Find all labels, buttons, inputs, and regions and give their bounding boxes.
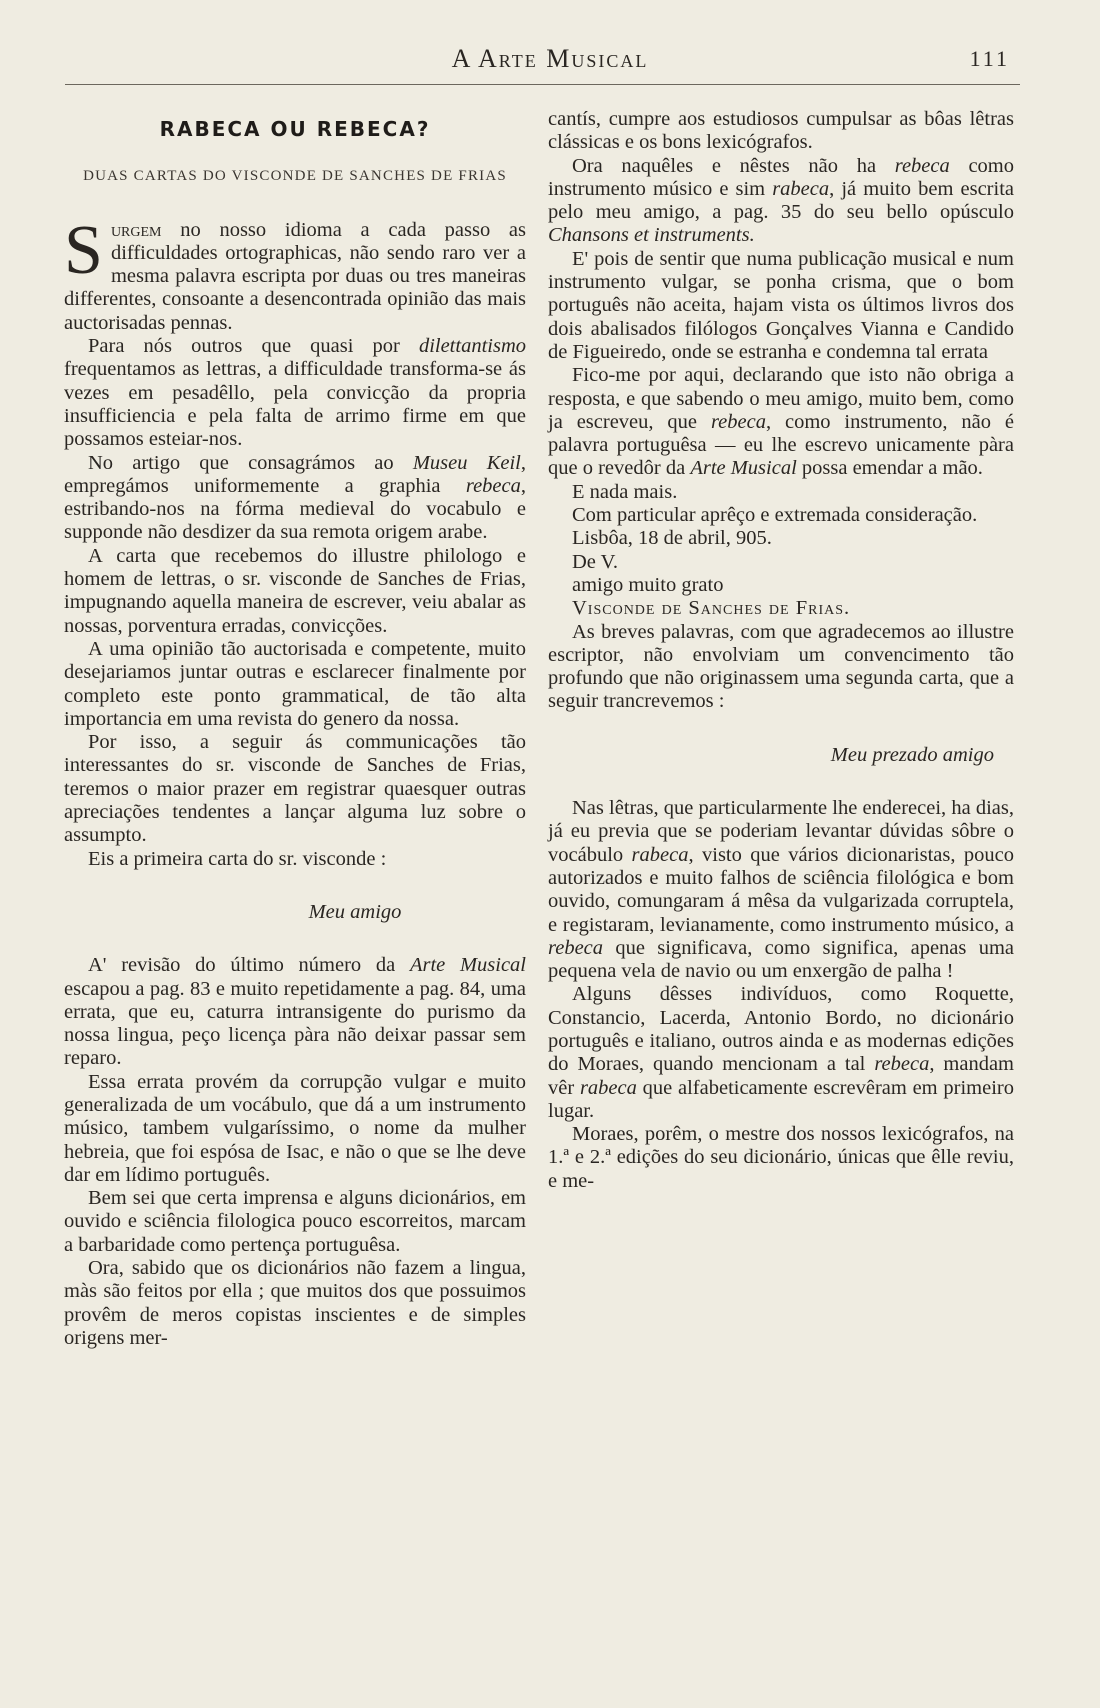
paragraph: As breves palavras, com que agradecemos ao illustre escriptor, não envolviam um convencimento tão profundo que não originassem uma segunda carta, que a seguir trancrevemos : <box>548 620 1014 713</box>
drop-cap: S <box>64 211 103 289</box>
left-column <box>64 108 526 1350</box>
paragraph: Por isso, a seguir ás communicações tão interessantes do sr. visconde de Sanches de Frias, teremos o maior prazer em registrar quaesquer outras apreciações tendentes a lançar alguma luz sobre o assumpto. <box>64 731 526 847</box>
letter-salutation: Meu prezado amigo <box>830 743 994 766</box>
letter-closing: De V. <box>572 550 618 573</box>
paragraph: A carta que recebemos do illustre philologo e homem de lettras, o sr. visconde de Sanches de Frias, impugnando aquella maneira de escrever, veiu abalar as nossas, porventura erradas, convicções. <box>64 544 526 637</box>
paragraph: Com particular aprêço e extremada consideração. <box>572 504 978 527</box>
header-rule <box>65 84 1020 85</box>
paragraph: Ora naquêles e nêstes não ha rebeca como instrumento músico e sim rabeca, já muito bem escrita pelo meu amigo, a pag. 35 do seu bello opúsculo Chansons et instruments. <box>548 154 1015 247</box>
letter-date: Lisbôa, 18 de abril, 905. <box>572 527 772 550</box>
page-number: 111 <box>969 46 1010 71</box>
paragraph: Eis a primeira carta do sr. visconde : <box>88 847 387 870</box>
paragraph: Ora, sabido que os dicionários não fazem a lingua, màs são feitos por ella ; que muitos dos que possuimos provêm de meros copistas inscientes e de simples origens mer- <box>64 1257 526 1349</box>
article-subtitle: DUAS CARTAS DO VISCONDE DE SANCHES DE FRIAS <box>83 168 507 185</box>
paragraph: cantís, cumpre aos estudiosos cumpulsar as bôas lêtras clássicas e os bons lexicógrafos. <box>548 108 1014 154</box>
journal-title: A Arte Musical <box>451 44 649 73</box>
paragraph: Para nós outros que quasi por dilettantismo frequentamos as lettras, a difficuldade transforma-se ás vezes em pesadêllo, pela convicção da propria insufficiencia e pela falta de arrimo firme em que possamos esteiar-nos. <box>64 335 526 451</box>
letter-salutation: Meu amigo <box>308 900 402 923</box>
paragraph: Moraes, porêm, o mestre dos nossos lexicógrafos, na 1.ª e 2.ª edições do seu dicionário, únicas que êlle reviu, e me- <box>548 1123 1014 1192</box>
right-column <box>548 108 1014 1193</box>
paragraph: A uma opinião tão auctorisada e competente, muito desejariamos juntar outras e esclarecer finalmente por completo este ponto grammatical, de tão alta importancia em uma revista do genero da nossa. <box>64 637 526 730</box>
paragraph: Surgem no nosso idioma a cada passo as difficuldades ortographicas, não sendo raro ver a mesma palavra escripta por duas ou tres maneiras differentes, consoante a desencontrada opinião das mais auctorisadas pennas. <box>64 211 526 334</box>
letter-signature: Visconde de Sanches de Frias. <box>572 597 851 620</box>
letter-closing: amigo muito grato <box>572 573 724 596</box>
paragraph: Alguns dêsses indivíduos, como Roquette, Constancio, Lacerda, Antonio Bordo, no dicionário português e italiano, outros ainda e as modernas edições do Moraes, quando mencionam a tal rebeca, mandam vêr rabeca que alfabeticamente escrevêram em primeiro lugar. <box>548 983 1014 1122</box>
paragraph: E nada mais. <box>572 480 678 503</box>
paragraph: Nas lêtras, que particularmente lhe enderecei, ha dias, já eu previa que se poderiam levantar dúvidas sôbre o vocábulo rabeca, visto que vários dicionaristas, pouco autorizados e muito falhos de sciência filológica e bom ouvido, comungaram á mêsa da vulgarizada corruptela, e registaram, levianamente, como instrumento músico, a rebeca que significava, como significa, apenas uma pequena vela de navio ou um enxergão de palha ! <box>548 797 1014 983</box>
paragraph: A' revisão do último número da Arte Musical escapou a pag. 83 e muito repetidamente a pag. 84, uma errata, que eu, caturra intransigente do purismo da nossa lingua, peço licença pàra não deixar passar sem reparo. <box>64 954 526 1070</box>
paragraph: Essa errata provém da corrupção vulgar e muito generalizada de um vocábulo, que dá a um instrumento músico, tambem vulgaríssimo, o nome da mulher hebreia, que foi espósa de Isac, e não o que se lhe deve dar em lídimo português. <box>64 1070 526 1186</box>
paragraph: Bem sei que certa imprensa e alguns dicionários, em ouvido e sciência filologica pouco escorreitos, marcam a barbaridade como pertença portuguêsa. <box>64 1187 526 1256</box>
article-title: RABECA OU REBECA? <box>159 117 431 141</box>
paragraph: E' pois de sentir que numa publicação musical e num instrumento vulgar, se ponha crisma, que o bom português não aceita, hajam vista os últimos livros dos dois abalisados filólogos Gonçalves Vianna e Candido de Figueiredo, onde se estranha e condemna tal errata <box>548 247 1014 363</box>
paragraph: Fico-me por aqui, declarando que isto não obriga a resposta, e que sabendo o meu amigo, muito bem, como ja escreveu, que rebeca, como instrumento, não é palavra portuguêsa — eu lhe escrevo unicamente pàra que o revedôr da Arte Musical possa emendar a mão. <box>548 364 1014 480</box>
paragraph: No artigo que consagrámos ao Museu Keil, empregámos uniformemente a graphia rebeca, estribando-nos na fórma medieval do vocabulo e supponde não desdizer da sua remota origem arabe. <box>64 451 527 544</box>
running-head <box>0 44 1100 84</box>
